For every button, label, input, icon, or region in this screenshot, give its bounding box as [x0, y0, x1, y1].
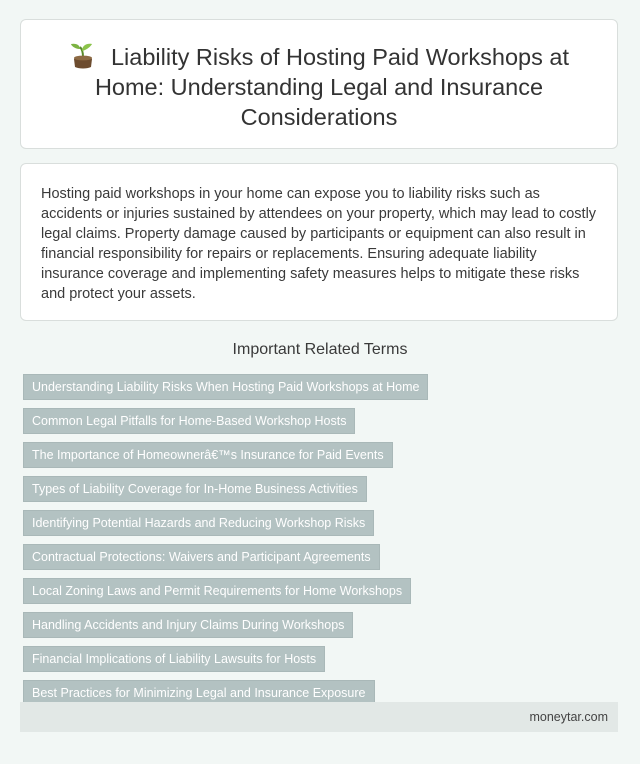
related-term-tag[interactable]: Handling Accidents and Injury Claims During Workshops — [23, 612, 353, 638]
related-term-tag[interactable]: Local Zoning Laws and Permit Requirements for Home Workshops — [23, 578, 411, 604]
related-term-tag[interactable]: Contractual Protections: Waivers and Participant Agreements — [23, 544, 380, 570]
related-term-tag[interactable]: Best Practices for Minimizing Legal and Insurance Exposure — [23, 680, 375, 706]
footer — [20, 702, 618, 732]
related-terms-list — [23, 374, 428, 714]
related-terms-heading: Important Related Terms — [232, 341, 408, 358]
sprout-icon — [69, 43, 97, 69]
page-title-text: Liability Risks of Hosting Paid Workshops at Home: Understanding Legal and Insurance Considerations — [94, 44, 569, 130]
summary-card — [20, 163, 618, 321]
related-term-tag[interactable]: Common Legal Pitfalls for Home-Based Workshop Hosts — [23, 408, 355, 434]
related-term-tag[interactable]: Types of Liability Coverage for In-Home Business Activities — [23, 476, 367, 502]
page-title — [21, 20, 617, 132]
related-term-tag[interactable]: The Importance of Homeownerâ€™s Insurance for Paid Events — [23, 442, 393, 468]
footer-site-link[interactable]: moneytar.com — [529, 710, 608, 724]
related-term-tag[interactable]: Financial Implications of Liability Lawsuits for Hosts — [23, 646, 325, 672]
related-term-tag[interactable]: Understanding Liability Risks When Hosting Paid Workshops at Home — [23, 374, 428, 400]
related-term-tag[interactable]: Identifying Potential Hazards and Reducing Workshop Risks — [23, 510, 374, 536]
summary-text: Hosting paid workshops in your home can expose you to liability risks such as accidents or injuries sustained by attendees on your property, which may lead to costly legal claims. Property damage caused by participants or equipment can also result in financial responsibility for repairs or replacements. Ensuring adequate liability insurance coverage and implementing safety measures helps to mitigate these risks and protect your assets. — [41, 186, 597, 302]
title-card — [20, 19, 618, 149]
